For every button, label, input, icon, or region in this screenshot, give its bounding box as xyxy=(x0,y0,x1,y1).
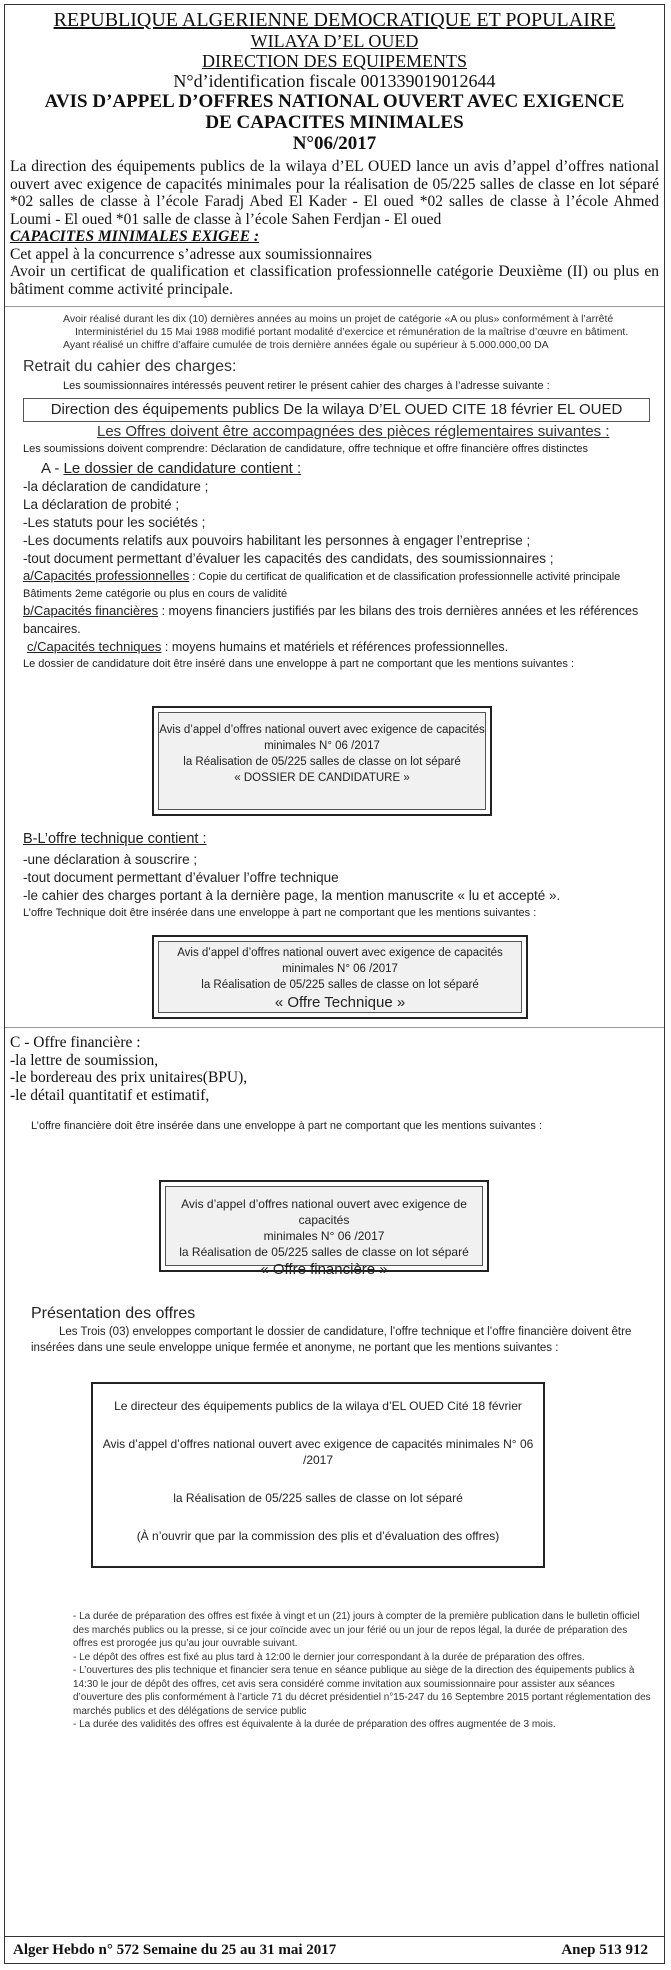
capacity-financial-text: : moyens financiers justifiés par les bilans des trois dernières années et les références bancaires. xyxy=(23,604,639,636)
capacity-financial-label: b/Capacités financières xyxy=(23,603,159,618)
dossier-title-prefix: A - xyxy=(41,460,64,477)
presentation-text: Les Trois (03) enveloppes comportant le dossier de candidature, l’offre technique et l’offre financière doivent être insérées dans une seule enveloppe unique fermée et anonyme, ne portant que les mentions suivantes : xyxy=(31,1326,632,1354)
dossier-title-text: Le dossier de candidature contient : xyxy=(63,460,302,477)
offres-requirements-text: Les soumissions doivent comprendre: Déclaration de candidature, offre technique et offre financière offres distinctes xyxy=(23,443,588,455)
republic-heading: REPUBLIQUE ALGERIENNE DEMOCRATIQUE ET POPULAIRE xyxy=(53,9,616,31)
box-line: « DOSSIER DE CANDIDATURE » xyxy=(234,772,410,784)
box-line: la Réalisation de 05/225 salles de classe on lot séparé xyxy=(201,979,479,991)
retrait-title: Retrait du cahier des charges: xyxy=(23,358,237,375)
technique-title: B-L’offre technique contient : xyxy=(23,831,207,847)
capacity-financial xyxy=(5,602,664,638)
box-line: Avis d’appel d’offres national ouvert avec exigence de capacités xyxy=(177,947,503,959)
note-item: - L’ouvertures des plis technique et financier sera tenue en séance publique au siège de la direction des équipements publics à 14:30 le jour de dépôt des offres, cet avis sera considéré comme invitation aux soumissionnaire pour assister aux séances d’ouverture des plis conformément à l’article 71 du décret présidentiel n°15-247 du 16 Septembre 2015 portant réglementation des marchés publics et des délégations de service public xyxy=(73,1665,651,1717)
technique-envelope-box xyxy=(152,935,528,1019)
financiere-title: C - Offre financière : xyxy=(10,1034,141,1051)
offres-requirements-title: Les Offres doivent être accompagnées des pièces réglementaires suivantes : xyxy=(97,423,610,440)
box-line: « Offre Technique » xyxy=(274,994,406,1011)
condition-line2: Interministériel du 15 Mai 1988 modifié portant modalité d’exercice et rémunération de la maîtrise d’œuvre en bâtiment. xyxy=(75,326,629,338)
dossier-item: -Les documents relatifs aux pouvoirs habilitant les personnes à engager l’entreprise ; xyxy=(23,533,531,548)
dossier-title xyxy=(5,459,664,478)
capacities-line1: Cet appel à la concurrence s’adresse aux soumissionnaires xyxy=(10,245,372,263)
box-line: minimales N° 06 /2017 xyxy=(264,740,380,752)
box-line: « Offre financière » xyxy=(260,1261,388,1278)
financiere-envelope-note: L’offre financière doit être insérée dans une enveloppe à part ne comportant que les mentions suivantes : xyxy=(31,1120,543,1132)
box-line: Le directeur des équipements publics de la wilaya d’EL OUED Cité 18 février xyxy=(114,1399,522,1413)
fiscal-id: N°d’identification fiscale 001339019012644 xyxy=(173,71,496,91)
note-item: - Le dépôt des offres est fixé au plus tard à 12:00 le dernier jour correspondant à la durée de préparation des offres. xyxy=(73,1651,585,1663)
technique-item: -une déclaration à souscrire ; xyxy=(23,852,198,867)
notice-page xyxy=(4,4,665,1964)
technique-item: -le cahier des charges portant à la dernière page, la mention manuscrite « lu et accepté ». xyxy=(23,888,561,903)
capacity-professional-label: a/Capacités professionnelles xyxy=(23,568,190,583)
footer-publication: Alger Hebdo n° 572 Semaine du 25 au 31 mai 2017 xyxy=(13,1942,337,1958)
wilaya-heading: WILAYA D’EL OUED xyxy=(250,31,419,51)
capacities-line2: Avoir un certificat de qualification et classification professionnelle catégorie Deuxième (II) ou plus en bâtiment comme activité principale. xyxy=(10,263,659,298)
note-item: - La durée des validités des offres est équivalente à la durée de préparation des offres augmentée de 3 mois. xyxy=(73,1719,556,1730)
intro-paragraph: La direction des équipements publics de la wilaya d’EL OUED lance un avis d’appel d’offres national ouvert avec exigence de capacités minimales pour la réalisation de 05/225 salles de classe en lot séparé *02 salles de classe à l’école Faradj Abed El Kader - El oued *02 salles de classe à l’école Ahmed Loumi - El oued *01 salle de classe à l’école Sahen Ferdjan - El oued xyxy=(10,158,659,228)
publication-footer xyxy=(5,1936,664,1963)
dossier-envelope-note: Le dossier de candidature doit être inséré dans une enveloppe à part ne comportant que les mentions suivantes : xyxy=(23,658,574,670)
footer-anep: Anep 513 912 xyxy=(561,1942,648,1958)
dossier-items xyxy=(5,478,664,568)
notice-title-line2: DE CAPACITES MINIMALES xyxy=(205,112,464,133)
retrait-address: Direction des équipements publics De la wilaya D’EL OUED CITE 18 février EL OUED xyxy=(23,398,650,422)
capacity-technical-text: : moyens humains et matériels et références professionnelles. xyxy=(161,640,509,654)
capacities-heading: CAPACITES MINIMALES EXIGEE : xyxy=(10,228,260,245)
box-line: Avis d’appel d’offres national ouvert avec exigence de capacités minimales N° 06 /2017 xyxy=(102,1437,534,1467)
direction-heading: DIRECTION DES EQUIPEMENTS xyxy=(202,51,467,71)
final-envelope-box xyxy=(91,1382,545,1568)
capacity-technical xyxy=(5,638,664,656)
financiere-item: -le détail quantitatif et estimatif, xyxy=(10,1086,210,1104)
capacity-professional-text: : Copie du certificat de qualification et de classification professionnelle activité principale Bâtiments 2eme catégorie ou plus en cours de validité xyxy=(23,571,621,600)
box-line: la Réalisation de 05/225 salles de classe on lot séparé xyxy=(173,1491,463,1505)
technique-envelope-note: L’offre Technique doit être insérée dans une enveloppe à part ne comportant que les mentions suivantes : xyxy=(23,907,537,919)
financiere-item: -le bordereau des prix unitaires(BPU), xyxy=(10,1069,248,1086)
box-line: (À n’ouvrir que par la commission des plis et d’évaluation des offres) xyxy=(136,1529,500,1543)
presentation-title: Présentation des offres xyxy=(31,1305,196,1322)
box-line: minimales N° 06 /2017 xyxy=(282,963,398,975)
section-divider xyxy=(5,306,664,307)
retrait-text: Les soumissionnaires intéressés peuvent retirer le présent cahier des charges à l’adresse suivante : xyxy=(63,380,550,392)
notice-title-line1: AVIS D’APPEL D’OFFRES NATIONAL OUVERT AVEC EXIGENCE xyxy=(44,91,625,112)
section-divider xyxy=(5,1027,664,1028)
condition-line3: Ayant réalisé un chiffre d’affaire cumulée de trois dernière années égale ou supérieur à 5.000.000,00 DA xyxy=(63,339,549,351)
condition-line1: Avoir réalisé durant les dix (10) dernières années au moins un projet de catégorie «A ou plus» conformément à l’arrêté xyxy=(63,313,614,325)
dossier-item: -tout document permettant d’évaluer les capacités des candidats, des soumissionnaires ; xyxy=(23,551,554,566)
dossier-item: -la déclaration de candidature ; xyxy=(23,479,209,494)
box-line: minimales N° 06 /2017 xyxy=(263,1229,385,1243)
capacity-professional xyxy=(5,568,664,602)
financiere-envelope-box xyxy=(159,1180,489,1278)
box-line: Avis d’appel d’offres national ouvert avec exigence de capacités xyxy=(181,1197,467,1227)
dossier-item: La déclaration de probité ; xyxy=(23,497,180,512)
box-line: la Réalisation de 05/225 salles de classe on lot séparé xyxy=(179,1245,469,1259)
box-line: Avis d’appel d’offres national ouvert avec exigence de capacités xyxy=(159,724,485,736)
dossier-envelope-box xyxy=(152,706,492,816)
technique-item: -tout document permettant d’évaluer l’offre technique xyxy=(23,870,339,885)
note-item: - La durée de préparation des offres est fixée à vingt et un (21) jours à compter de la première publication dans le bulletin officiel des marchés publics ou la presse, si ce jour coïncide avec un jour férié ou un jour de repos légal, la durée de préparation des offres est prorogée jus qu’au jour ouvrable suivant. xyxy=(73,1611,640,1649)
box-line: la Réalisation de 05/225 salles de classe on lot séparé xyxy=(183,756,461,768)
notes-block xyxy=(5,1610,664,1732)
dossier-item: -Les statuts pour les sociétés ; xyxy=(23,515,206,530)
financiere-item: -la lettre de soumission, xyxy=(10,1051,159,1069)
notice-number: N°06/2017 xyxy=(292,133,377,154)
capacity-technical-label: c/Capacités techniques xyxy=(27,639,162,654)
